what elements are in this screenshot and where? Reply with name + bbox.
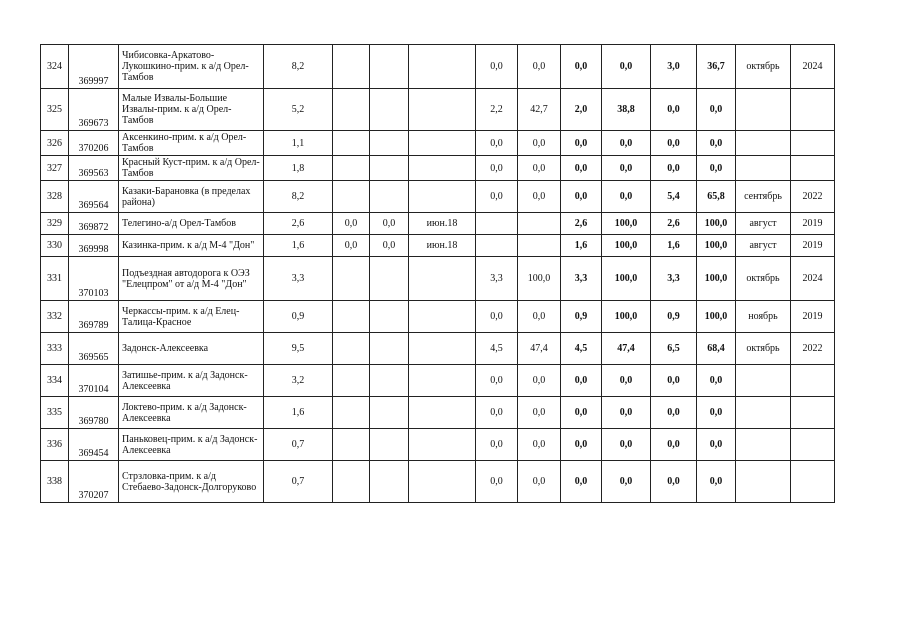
cell-c6 (370, 181, 409, 213)
cell-c8: 4,5 (476, 333, 518, 365)
cell-c5 (333, 89, 370, 131)
cell-c7 (409, 461, 476, 503)
cell-c5 (333, 365, 370, 397)
cell-c10: 0,0 (561, 365, 602, 397)
cell-code: 369563 (69, 156, 119, 181)
cell-name: Паньковец-прим. к а/д Задонск-Алексеевка (119, 429, 264, 461)
table-row (41, 397, 835, 429)
cell-month: август (736, 213, 791, 235)
cell-len: 3,2 (264, 365, 333, 397)
cell-name: Красный Куст-прим. к а/д Орел-Тамбов (119, 156, 264, 181)
cell-code: 369565 (69, 333, 119, 365)
cell-c6 (370, 397, 409, 429)
cell-c6 (370, 429, 409, 461)
cell-month: октябрь (736, 257, 791, 301)
cell-c5 (333, 429, 370, 461)
cell-c12: 1,6 (651, 235, 697, 257)
cell-code: 369997 (69, 45, 119, 89)
cell-c12: 2,6 (651, 213, 697, 235)
cell-year: 2024 (791, 45, 835, 89)
cell-c10: 0,0 (561, 397, 602, 429)
table-body (41, 45, 835, 503)
cell-c11: 0,0 (602, 131, 651, 156)
cell-n: 328 (41, 181, 69, 213)
cell-c12: 0,0 (651, 397, 697, 429)
cell-c8: 3,3 (476, 257, 518, 301)
cell-year: 2019 (791, 235, 835, 257)
cell-c5: 0,0 (333, 235, 370, 257)
cell-c11: 0,0 (602, 429, 651, 461)
cell-c8: 0,0 (476, 156, 518, 181)
cell-c10: 0,0 (561, 429, 602, 461)
cell-n: 325 (41, 89, 69, 131)
cell-year: 2019 (791, 213, 835, 235)
cell-c5 (333, 301, 370, 333)
cell-len: 0,7 (264, 429, 333, 461)
cell-c6 (370, 45, 409, 89)
cell-c9: 0,0 (518, 397, 561, 429)
cell-c8 (476, 235, 518, 257)
cell-code: 369789 (69, 301, 119, 333)
cell-c5 (333, 156, 370, 181)
cell-c12: 6,5 (651, 333, 697, 365)
cell-c6: 0,0 (370, 235, 409, 257)
cell-c8: 0,0 (476, 131, 518, 156)
cell-c11: 100,0 (602, 257, 651, 301)
cell-c8: 0,0 (476, 365, 518, 397)
cell-c12: 0,9 (651, 301, 697, 333)
table-row (41, 301, 835, 333)
cell-c12: 0,0 (651, 365, 697, 397)
cell-c9: 100,0 (518, 257, 561, 301)
cell-c9: 47,4 (518, 333, 561, 365)
cell-c8: 0,0 (476, 397, 518, 429)
cell-month (736, 156, 791, 181)
cell-c9 (518, 235, 561, 257)
cell-c7 (409, 45, 476, 89)
cell-c13: 0,0 (697, 89, 736, 131)
cell-c11: 0,0 (602, 461, 651, 503)
cell-code: 370207 (69, 461, 119, 503)
cell-c8: 2,2 (476, 89, 518, 131)
cell-code: 369998 (69, 235, 119, 257)
cell-c13: 100,0 (697, 235, 736, 257)
cell-c13: 0,0 (697, 429, 736, 461)
cell-c9: 0,0 (518, 461, 561, 503)
table-row (41, 461, 835, 503)
cell-c9: 0,0 (518, 301, 561, 333)
cell-c10: 2,6 (561, 213, 602, 235)
cell-c12: 0,0 (651, 131, 697, 156)
cell-len: 0,9 (264, 301, 333, 333)
cell-n: 332 (41, 301, 69, 333)
cell-month (736, 461, 791, 503)
cell-c8: 0,0 (476, 301, 518, 333)
cell-n: 333 (41, 333, 69, 365)
cell-n: 331 (41, 257, 69, 301)
cell-c5 (333, 333, 370, 365)
cell-code: 369564 (69, 181, 119, 213)
cell-c10: 3,3 (561, 257, 602, 301)
cell-c9: 0,0 (518, 45, 561, 89)
cell-c7 (409, 156, 476, 181)
cell-name: Малые Извалы-Большие Извалы-прим. к а/д Орел-Тамбов (119, 89, 264, 131)
cell-c6 (370, 333, 409, 365)
cell-c9: 0,0 (518, 365, 561, 397)
cell-name: Подъездная автодорога к ОЭЗ "Елецпром" от а/д М-4 "Дон" (119, 257, 264, 301)
cell-code: 370206 (69, 131, 119, 156)
cell-name: Локтево-прим. к а/д Задонск-Алексеевка (119, 397, 264, 429)
road-table-sheet (40, 44, 835, 503)
cell-c5 (333, 131, 370, 156)
cell-len: 1,1 (264, 131, 333, 156)
cell-c5 (333, 397, 370, 429)
cell-c9: 0,0 (518, 131, 561, 156)
cell-year (791, 429, 835, 461)
cell-name: Задонск-Алексеевка (119, 333, 264, 365)
cell-c10: 4,5 (561, 333, 602, 365)
cell-c8 (476, 213, 518, 235)
cell-c11: 0,0 (602, 365, 651, 397)
cell-code: 370103 (69, 257, 119, 301)
cell-c7 (409, 181, 476, 213)
cell-year (791, 131, 835, 156)
cell-c13: 0,0 (697, 156, 736, 181)
cell-code: 369673 (69, 89, 119, 131)
cell-c10: 0,0 (561, 45, 602, 89)
cell-c9 (518, 213, 561, 235)
cell-c7 (409, 89, 476, 131)
table-row (41, 429, 835, 461)
cell-year (791, 156, 835, 181)
cell-c9: 0,0 (518, 429, 561, 461)
cell-c6 (370, 461, 409, 503)
cell-year: 2022 (791, 181, 835, 213)
cell-c5 (333, 257, 370, 301)
cell-len: 1,8 (264, 156, 333, 181)
cell-year (791, 365, 835, 397)
cell-len: 1,6 (264, 397, 333, 429)
cell-c5 (333, 461, 370, 503)
cell-c6 (370, 257, 409, 301)
table-row (41, 235, 835, 257)
cell-len: 9,5 (264, 333, 333, 365)
cell-c11: 0,0 (602, 45, 651, 89)
cell-c11: 100,0 (602, 301, 651, 333)
cell-c7 (409, 301, 476, 333)
cell-c11: 100,0 (602, 213, 651, 235)
cell-c12: 3,3 (651, 257, 697, 301)
cell-c12: 5,4 (651, 181, 697, 213)
cell-c12: 0,0 (651, 429, 697, 461)
cell-len: 1,6 (264, 235, 333, 257)
table-row (41, 45, 835, 89)
cell-c13: 68,4 (697, 333, 736, 365)
cell-c8: 0,0 (476, 45, 518, 89)
cell-c10: 1,6 (561, 235, 602, 257)
cell-n: 330 (41, 235, 69, 257)
cell-n: 335 (41, 397, 69, 429)
cell-c8: 0,0 (476, 461, 518, 503)
cell-c13: 0,0 (697, 365, 736, 397)
cell-c6 (370, 365, 409, 397)
cell-c12: 0,0 (651, 156, 697, 181)
cell-name: Аксенкино-прим. к а/д Орел-Тамбов (119, 131, 264, 156)
cell-code: 369872 (69, 213, 119, 235)
cell-c6 (370, 89, 409, 131)
cell-c13: 0,0 (697, 131, 736, 156)
cell-c13: 0,0 (697, 397, 736, 429)
cell-c13: 100,0 (697, 257, 736, 301)
cell-c5 (333, 181, 370, 213)
cell-month: октябрь (736, 45, 791, 89)
cell-c7 (409, 429, 476, 461)
cell-c10: 0,9 (561, 301, 602, 333)
cell-c12: 3,0 (651, 45, 697, 89)
cell-c13: 100,0 (697, 301, 736, 333)
cell-code: 370104 (69, 365, 119, 397)
cell-c6 (370, 131, 409, 156)
cell-c7 (409, 365, 476, 397)
cell-c11: 100,0 (602, 235, 651, 257)
table-row (41, 89, 835, 131)
table-row (41, 333, 835, 365)
cell-len: 2,6 (264, 213, 333, 235)
cell-year: 2019 (791, 301, 835, 333)
cell-c8: 0,0 (476, 429, 518, 461)
cell-c10: 2,0 (561, 89, 602, 131)
cell-month: август (736, 235, 791, 257)
cell-month (736, 365, 791, 397)
cell-c11: 0,0 (602, 181, 651, 213)
cell-month (736, 397, 791, 429)
cell-n: 338 (41, 461, 69, 503)
cell-code: 369780 (69, 397, 119, 429)
cell-name: Чибисовка-Аркатово-Лукошкино-прим. к а/д Орел-Тамбов (119, 45, 264, 89)
cell-year (791, 89, 835, 131)
cell-n: 326 (41, 131, 69, 156)
cell-month (736, 429, 791, 461)
cell-n: 334 (41, 365, 69, 397)
table-row (41, 181, 835, 213)
cell-c11: 47,4 (602, 333, 651, 365)
road-table (40, 44, 835, 503)
cell-name: Затишье-прим. к а/д Задонск-Алексеевка (119, 365, 264, 397)
cell-c7 (409, 257, 476, 301)
cell-len: 8,2 (264, 181, 333, 213)
cell-code: 369454 (69, 429, 119, 461)
cell-c8: 0,0 (476, 181, 518, 213)
cell-month (736, 89, 791, 131)
cell-c10: 0,0 (561, 461, 602, 503)
cell-n: 324 (41, 45, 69, 89)
cell-month: ноябрь (736, 301, 791, 333)
cell-c9: 0,0 (518, 181, 561, 213)
cell-c11: 38,8 (602, 89, 651, 131)
cell-name: Стрзловка-прим. к а/д Стебаево-Задонск-Долгоруково (119, 461, 264, 503)
cell-len: 3,3 (264, 257, 333, 301)
cell-c5: 0,0 (333, 213, 370, 235)
cell-n: 329 (41, 213, 69, 235)
cell-c9: 0,0 (518, 156, 561, 181)
cell-name: Черкассы-прим. к а/д Елец-Талица-Красное (119, 301, 264, 333)
cell-c7: июн.18 (409, 213, 476, 235)
cell-c7 (409, 333, 476, 365)
cell-c12: 0,0 (651, 89, 697, 131)
cell-c11: 0,0 (602, 397, 651, 429)
cell-c12: 0,0 (651, 461, 697, 503)
table-row (41, 213, 835, 235)
cell-year (791, 397, 835, 429)
cell-c9: 42,7 (518, 89, 561, 131)
cell-name: Казинка-прим. к а/д М-4 "Дон" (119, 235, 264, 257)
cell-month (736, 131, 791, 156)
table-row (41, 365, 835, 397)
cell-c6 (370, 156, 409, 181)
cell-c10: 0,0 (561, 131, 602, 156)
cell-year: 2024 (791, 257, 835, 301)
table-row (41, 257, 835, 301)
cell-c6: 0,0 (370, 213, 409, 235)
cell-c7: июн.18 (409, 235, 476, 257)
cell-c10: 0,0 (561, 156, 602, 181)
cell-c13: 36,7 (697, 45, 736, 89)
cell-c5 (333, 45, 370, 89)
cell-c7 (409, 397, 476, 429)
cell-name: Телегино-а/д Орел-Тамбов (119, 213, 264, 235)
cell-year: 2022 (791, 333, 835, 365)
cell-c13: 100,0 (697, 213, 736, 235)
cell-len: 8,2 (264, 45, 333, 89)
cell-c13: 0,0 (697, 461, 736, 503)
table-row (41, 156, 835, 181)
cell-len: 0,7 (264, 461, 333, 503)
table-row (41, 131, 835, 156)
cell-year (791, 461, 835, 503)
cell-c11: 0,0 (602, 156, 651, 181)
cell-c13: 65,8 (697, 181, 736, 213)
cell-month: октябрь (736, 333, 791, 365)
cell-n: 336 (41, 429, 69, 461)
cell-len: 5,2 (264, 89, 333, 131)
cell-c6 (370, 301, 409, 333)
cell-n: 327 (41, 156, 69, 181)
cell-c10: 0,0 (561, 181, 602, 213)
cell-c7 (409, 131, 476, 156)
cell-name: Казаки-Барановка (в пределах района) (119, 181, 264, 213)
cell-month: сентябрь (736, 181, 791, 213)
